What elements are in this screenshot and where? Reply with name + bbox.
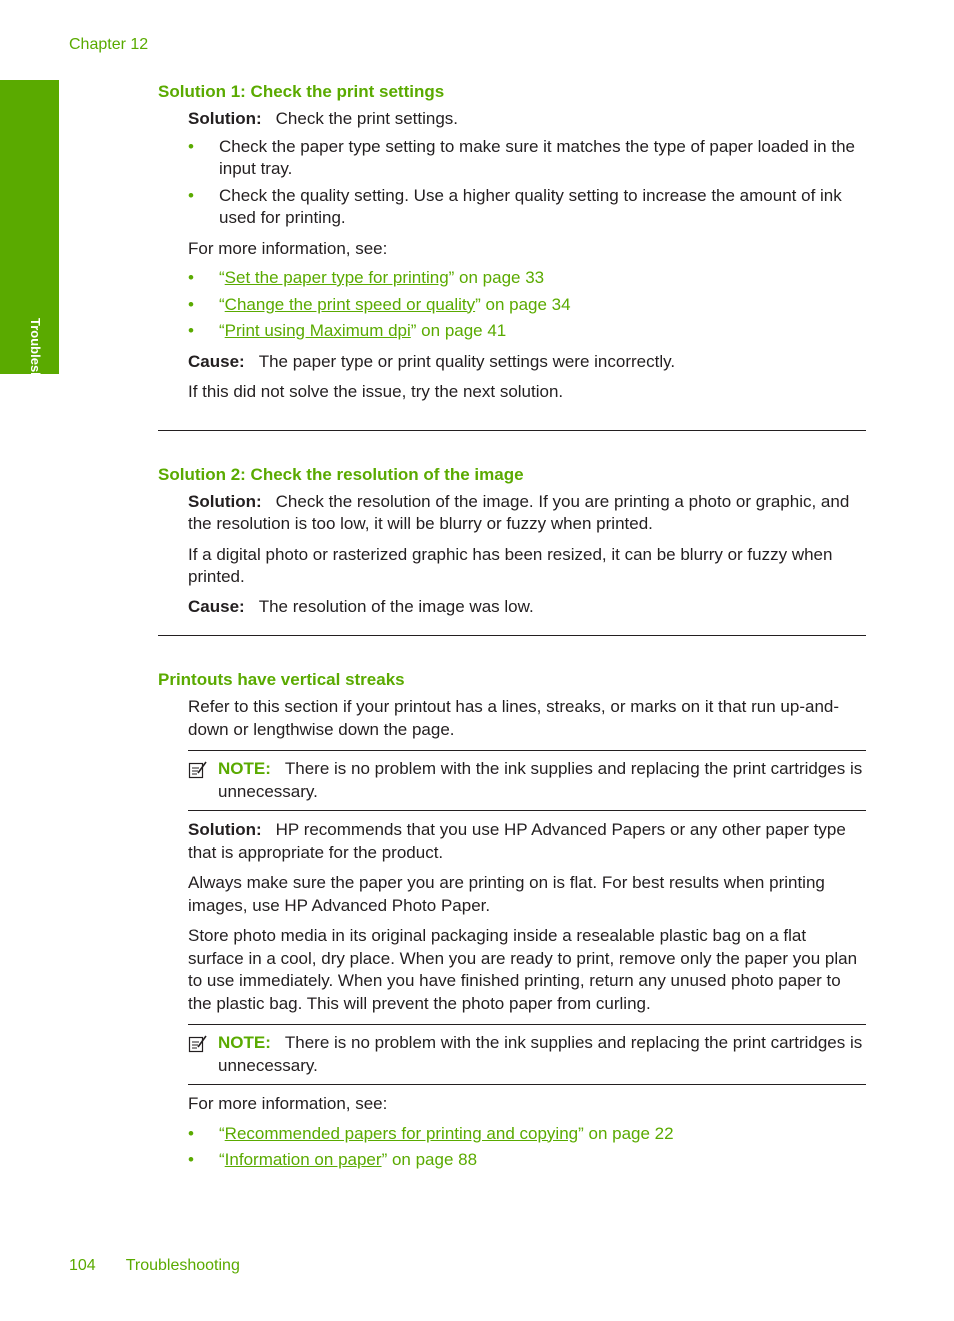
- bullet-dot: •: [188, 294, 194, 314]
- solution1-solution: Solution: Check the print settings.: [188, 109, 459, 128]
- cause-label: Cause:: [188, 351, 245, 371]
- more-info: For more information, see:: [188, 238, 388, 258]
- bullet-dot: •: [188, 185, 194, 205]
- note-label: NOTE:: [218, 759, 271, 778]
- page-content: [158, 79, 866, 1172]
- note-pencil-icon: [188, 760, 208, 780]
- link-set-paper-type[interactable]: Set the paper type for printing: [224, 268, 449, 287]
- bullet-dot: •: [188, 268, 194, 287]
- link-information-on-paper[interactable]: Information on paper: [224, 1150, 382, 1169]
- streaks-intro: Refer to this section if your printout has a lines, streaks, or marks on it that run up-and-down or lengthwise down the page.: [188, 697, 840, 739]
- list-item: • Check the paper type setting to make sure it matches the type of paper loaded in the input tray.: [188, 136, 855, 178]
- link-item: • “Information on paper” on page 88: [188, 1149, 866, 1172]
- section-divider: [158, 430, 866, 431]
- solution2-cause: Cause: The resolution of the image was low.: [188, 596, 534, 616]
- note-text: There is no problem with the ink supplies and replacing the print cartridges is unnecessary.: [218, 759, 863, 801]
- solution1-links: [188, 267, 866, 343]
- streaks-paragraph-flat: Always make sure the paper you are printing on is flat. For best results when printing images, use HP Advanced Photo Paper.: [188, 873, 825, 915]
- page-number: 104: [69, 1257, 96, 1274]
- cause-label: Cause:: [188, 596, 245, 616]
- solution2-paragraph: If a digital photo or rasterized graphic has been resized, it can be blurry or fuzzy when printed.: [188, 544, 833, 586]
- link-recommended-papers[interactable]: Recommended papers for printing and copying: [224, 1123, 579, 1143]
- link-print-speed-quality[interactable]: Change the print speed or quality: [224, 294, 476, 314]
- list-item: • Check the quality setting. Use a higher quality setting to increase the amount of ink used for printing.: [188, 185, 842, 227]
- section-divider: [158, 635, 866, 636]
- link-maximum-dpi[interactable]: Print using Maximum dpi: [224, 321, 411, 340]
- streaks-heading: Printouts have vertical streaks: [158, 670, 405, 689]
- solution1-bullets: [188, 136, 866, 230]
- note-pencil-icon: [188, 1034, 208, 1054]
- solution2-solution: Solution: Check the resolution of the image. If you are printing a photo or graphic, and the resolution is too low, it will be blurry or fuzzy when printed.: [188, 491, 850, 533]
- streaks-solution: Solution: HP recommends that you use HP Advanced Papers or any other paper type that is appropriate for the product.: [188, 820, 846, 862]
- solution1-cause: Cause: The paper type or print quality settings were incorrectly.: [188, 351, 676, 371]
- solution-label: Solution:: [188, 109, 262, 128]
- streaks-links: [188, 1123, 866, 1172]
- solution2-heading: Solution 2: Check the resolution of the image: [158, 464, 524, 484]
- note-text: There is no problem with the ink supplies and replacing the print cartridges is unnecessary.: [218, 1033, 863, 1075]
- streaks-paragraph-storage: Store photo media in its original packaging inside a resealable plastic bag on a flat surface in a cool, dry place. When you are ready to print, remove only the paper you plan to use immediately. When you have finished printing, return any unused photo paper to the plastic bag. This will prevent the photo paper from curling.: [188, 926, 858, 1013]
- note-box: [188, 1024, 866, 1085]
- note-label: NOTE:: [218, 1033, 271, 1052]
- bullet-dot: •: [188, 1150, 194, 1169]
- link-item: • “Set the paper type for printing” on page 33: [188, 267, 866, 290]
- more-info: For more information, see:: [188, 1094, 388, 1113]
- side-tab: [0, 80, 59, 420]
- link-item: • “Print using Maximum dpi” on page 41: [188, 320, 866, 343]
- link-item: • “Change the print speed or quality” on page 34: [188, 294, 866, 317]
- side-tab-label: Troubleshooting: [28, 318, 43, 420]
- solution-label: Solution:: [188, 820, 262, 839]
- note-box: [188, 750, 866, 811]
- footer-section: Troubleshooting: [125, 1257, 240, 1274]
- solution-label: Solution:: [188, 491, 262, 511]
- solution2-body: [188, 491, 866, 619]
- link-item: • “Recommended papers for printing and copying” on page 22: [188, 1123, 866, 1146]
- solution1-body: [188, 108, 866, 404]
- bullet-dot: •: [188, 1123, 194, 1143]
- chapter-label: Chapter 12: [69, 36, 149, 53]
- page-footer: [69, 1257, 240, 1275]
- bullet-dot: •: [188, 321, 194, 340]
- solution1-heading: Solution 1: Check the print settings: [158, 82, 445, 101]
- next-solution-text: If this did not solve the issue, try the next solution.: [188, 382, 564, 401]
- streaks-body: [188, 696, 866, 1172]
- bullet-dot: •: [188, 136, 194, 156]
